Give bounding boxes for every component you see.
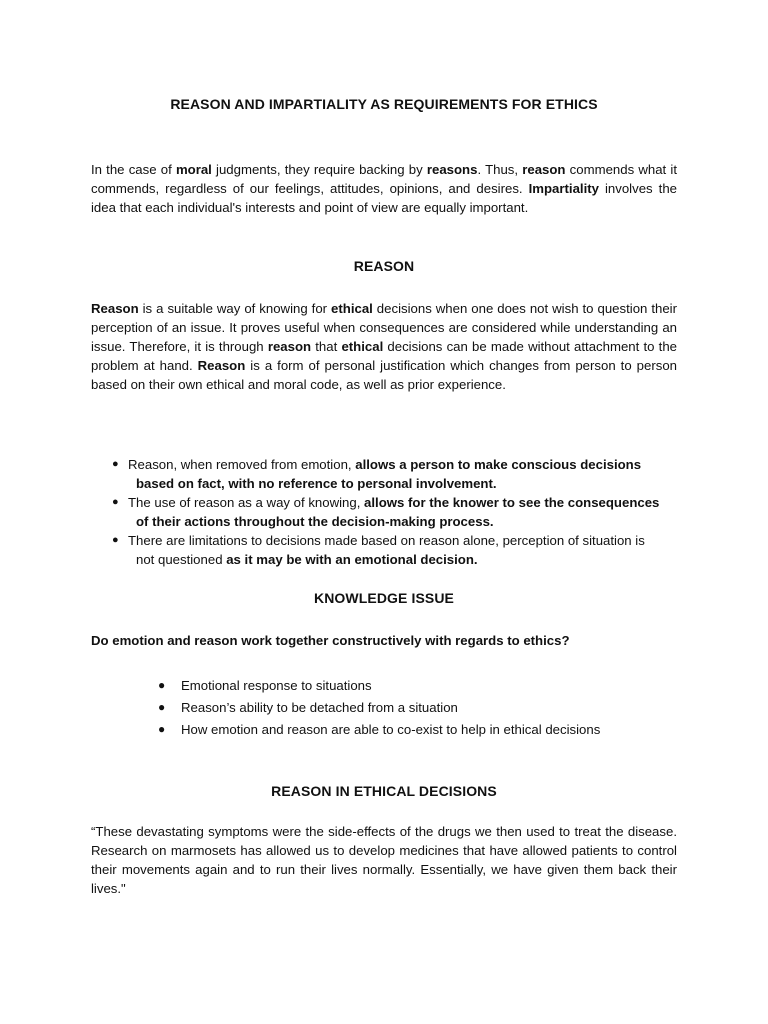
intro-text-2: judgments, they require backing by — [211, 162, 427, 177]
knowledge-bullet-text: How emotion and reason are able to co-exist to help in ethical decisions — [181, 722, 601, 737]
reason-text-4: decisions can be made without attachment to the problem at hand. — [91, 339, 677, 373]
reason-text-1: is a suitable way of knowing for — [138, 301, 332, 316]
knowledge-bullet-text: Emotional response to situations — [181, 678, 372, 693]
bullet-icon: ● — [158, 678, 166, 692]
intro-bold-reason: reason — [522, 162, 566, 177]
intro-bold-reasons: reasons — [426, 162, 478, 177]
reason-text-5: is a form of personal justification which changes from person to person based on their own ethical and moral code, as well as prior experience. — [91, 358, 677, 392]
intro-paragraph — [91, 160, 677, 217]
reason-text-3: that — [311, 339, 342, 354]
bullet-plain-text: There are limitations to decisions made based on reason alone, perception of situation is — [128, 533, 645, 548]
bullet-plain-text: The use of reason as a way of knowing, — [128, 495, 365, 510]
reason-bullet-text — [128, 493, 678, 531]
ethical-decisions-heading: REASON IN ETHICAL DECISIONS — [271, 783, 497, 799]
reason-bold-4: ethical — [341, 339, 384, 354]
bullet-bold-text: based on fact, with no reference to personal involvement. — [136, 476, 497, 491]
intro-text-1: In the case of — [91, 162, 176, 177]
reason-bullet-text — [128, 531, 678, 569]
intro-bold-moral: moral — [175, 162, 212, 177]
document-title: REASON AND IMPARTIALITY AS REQUIREMENTS FOR ETHICS — [170, 96, 598, 112]
reason-heading: REASON — [353, 258, 415, 274]
knowledge-question: Do emotion and reason work together constructively with regards to ethics? — [91, 633, 570, 648]
bullet-icon: ● — [112, 534, 119, 546]
bullet-plain-text: Reason, when removed from emotion, — [128, 457, 356, 472]
bullet-icon: ● — [112, 496, 119, 508]
bullet-bold-text: allows for the knower to see the consequences — [364, 495, 660, 510]
bullet-bold-text: of their actions throughout the decision-making process. — [136, 514, 494, 529]
reason-text-2: decisions when one does not wish to question their perception of an issue. It proves useful when consequences are considered while understanding an issue. Therefore, it is through — [91, 301, 677, 354]
intro-text-4: commends what it commends, regardless of our feelings, attitudes, opinions, and desires. — [91, 162, 677, 196]
reason-bullet-text — [128, 455, 678, 493]
intro-text-3: . Thus, — [477, 162, 523, 177]
intro-bold-impartiality: Impartiality — [528, 181, 599, 196]
reason-bold-2: ethical — [331, 301, 373, 316]
bullet-bold-text: as it may be with an emotional decision. — [226, 552, 478, 567]
quote-paragraph: “These devastating symptoms were the side-effects of the drugs we then used to treat the disease. Research on marmosets has allowed us to develop medicines that have allowed patients to control their movements again and to run their lives normally. Essentially, we have given them back their lives." — [91, 824, 677, 896]
reason-bold-3: reason — [267, 339, 312, 354]
bullet-icon: ● — [158, 722, 166, 736]
bullet-icon: ● — [158, 700, 166, 714]
intro-text-5: involves the idea that each individual's interests and point of view are equally important. — [91, 181, 677, 215]
reason-bold-5: Reason — [197, 358, 246, 373]
reason-paragraph — [91, 299, 677, 394]
bullet-icon: ● — [112, 458, 119, 470]
knowledge-issue-heading: KNOWLEDGE ISSUE — [314, 590, 454, 606]
reason-bold-1: Reason — [91, 301, 139, 316]
bullet-plain-text: not questioned — [136, 552, 227, 567]
knowledge-bullet-text: Reason’s ability to be detached from a situation — [181, 700, 458, 715]
bullet-bold-text: allows a person to make conscious decisions — [355, 457, 642, 472]
